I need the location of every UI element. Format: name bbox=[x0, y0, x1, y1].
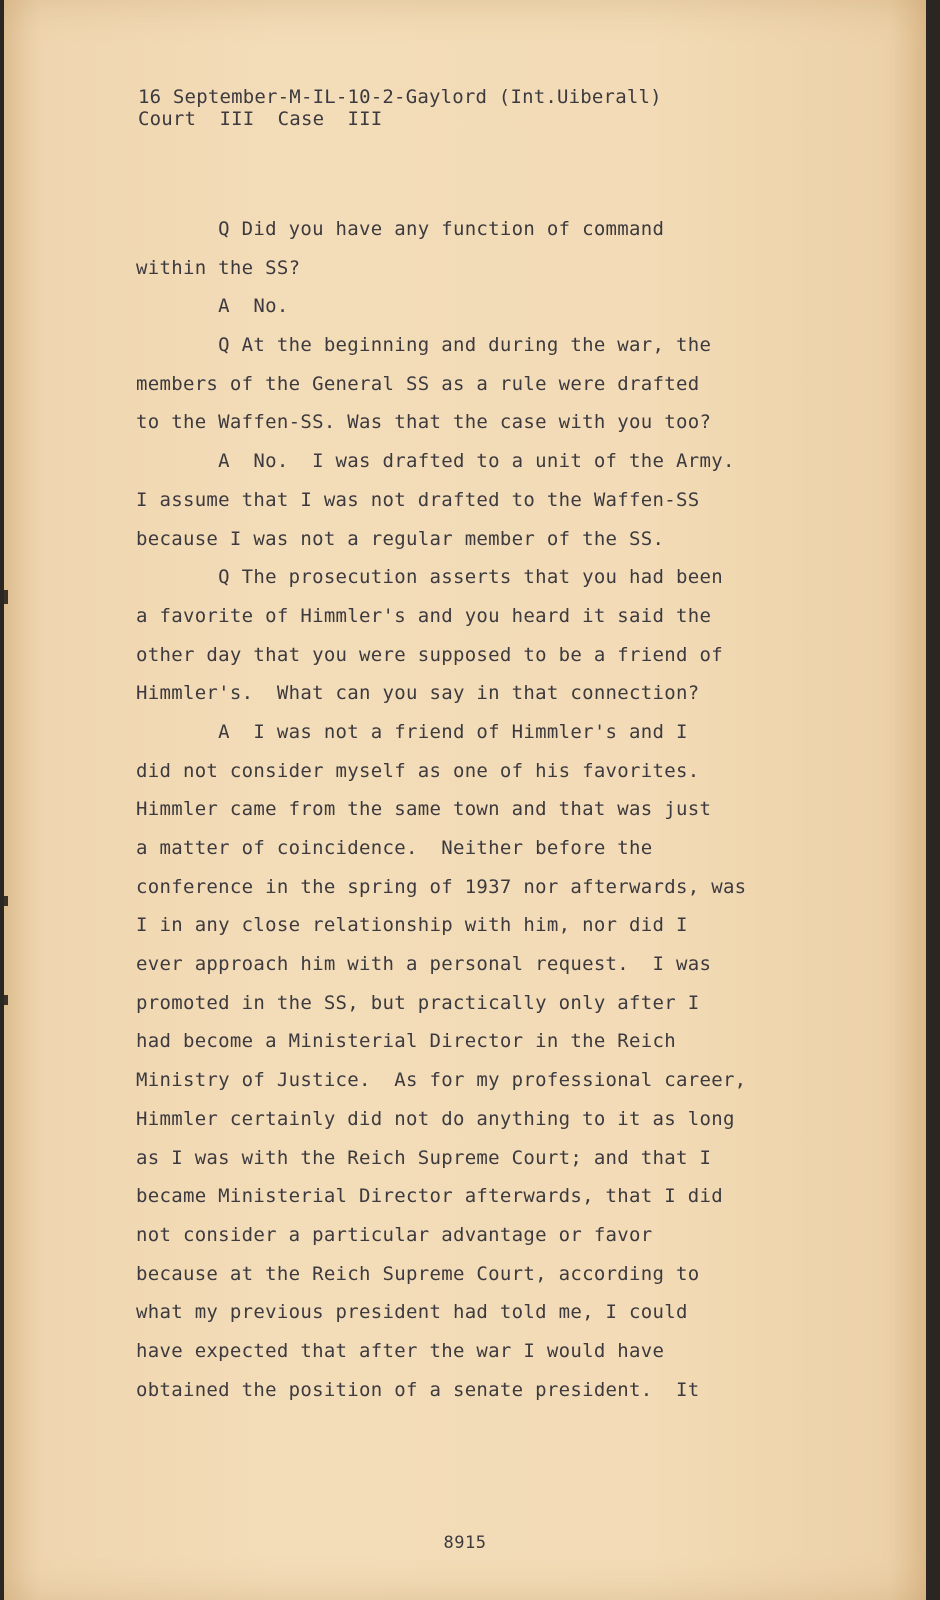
transcript-line: conference in the spring of 1937 nor afterwards, was bbox=[136, 875, 747, 898]
transcript-line: Q The prosecution asserts that you had been bbox=[136, 566, 723, 589]
transcript-line: a matter of coincidence. Neither before the bbox=[136, 837, 653, 859]
transcript-line: because at the Reich Supreme Court, according to bbox=[136, 1262, 700, 1285]
page-edge-mark bbox=[4, 896, 8, 906]
transcript-line: what my previous president had told me, I could bbox=[136, 1301, 688, 1324]
page-number: 8915 bbox=[443, 1533, 487, 1553]
transcript-line: Ministry of Justice. As for my professional career, bbox=[136, 1069, 747, 1092]
transcript-line: promoted in the SS, but practically only after I bbox=[136, 991, 700, 1014]
transcript-line: Q Did you have any function of command bbox=[136, 218, 665, 240]
transcript-body bbox=[136, 210, 856, 1409]
transcript-line: A I was not a friend of Himmler's and I bbox=[136, 720, 688, 743]
transcript-header bbox=[138, 86, 662, 130]
transcript-line: had become a Ministerial Director in the Reich bbox=[136, 1030, 676, 1053]
transcript-line: members of the General SS as a rule were drafted bbox=[136, 372, 700, 395]
transcript-line: became Ministerial Director afterwards, that I did bbox=[136, 1185, 723, 1208]
transcript-line: have expected that after the war I would have bbox=[136, 1339, 665, 1362]
page-edge-mark bbox=[4, 995, 8, 1005]
transcript-line: I assume that I was not drafted to the Waffen-SS bbox=[136, 488, 700, 511]
header-session-line: 16 September-M-IL-10-2-Gaylord (Int.Uiberall) bbox=[138, 86, 662, 108]
transcript-line: a favorite of Himmler's and you heard it said the bbox=[136, 604, 712, 627]
transcript-line: A No. I was drafted to a unit of the Army. bbox=[136, 450, 735, 473]
transcript-line: A No. bbox=[136, 295, 289, 318]
transcript-line: Himmler certainly did not do anything to it as long bbox=[136, 1107, 735, 1130]
transcript-line: within the SS? bbox=[136, 256, 301, 279]
transcript-line: Q At the beginning and during the war, the bbox=[136, 334, 712, 357]
transcript-line: to the Waffen-SS. Was that the case with you too? bbox=[136, 411, 712, 434]
transcript-line: not consider a particular advantage or favor bbox=[136, 1223, 653, 1246]
transcript-line: Himmler's. What can you say in that connection? bbox=[136, 682, 700, 705]
document-page bbox=[4, 0, 926, 1600]
page-edge-mark bbox=[4, 590, 8, 604]
transcript-line: I in any close relationship with him, nor did I bbox=[136, 914, 688, 937]
transcript-line: as I was with the Reich Supreme Court; and that I bbox=[136, 1146, 712, 1169]
transcript-line: because I was not a regular member of the SS. bbox=[136, 527, 665, 550]
transcript-line: obtained the position of a senate president. It bbox=[136, 1378, 700, 1401]
transcript-line: Himmler came from the same town and that was just bbox=[136, 798, 712, 821]
transcript-line: ever approach him with a personal request. I was bbox=[136, 953, 712, 976]
transcript-line: other day that you were supposed to be a friend of bbox=[136, 643, 723, 666]
header-court-line: Court III Case III bbox=[138, 108, 383, 130]
transcript-line: did not consider myself as one of his favorites. bbox=[136, 759, 700, 782]
